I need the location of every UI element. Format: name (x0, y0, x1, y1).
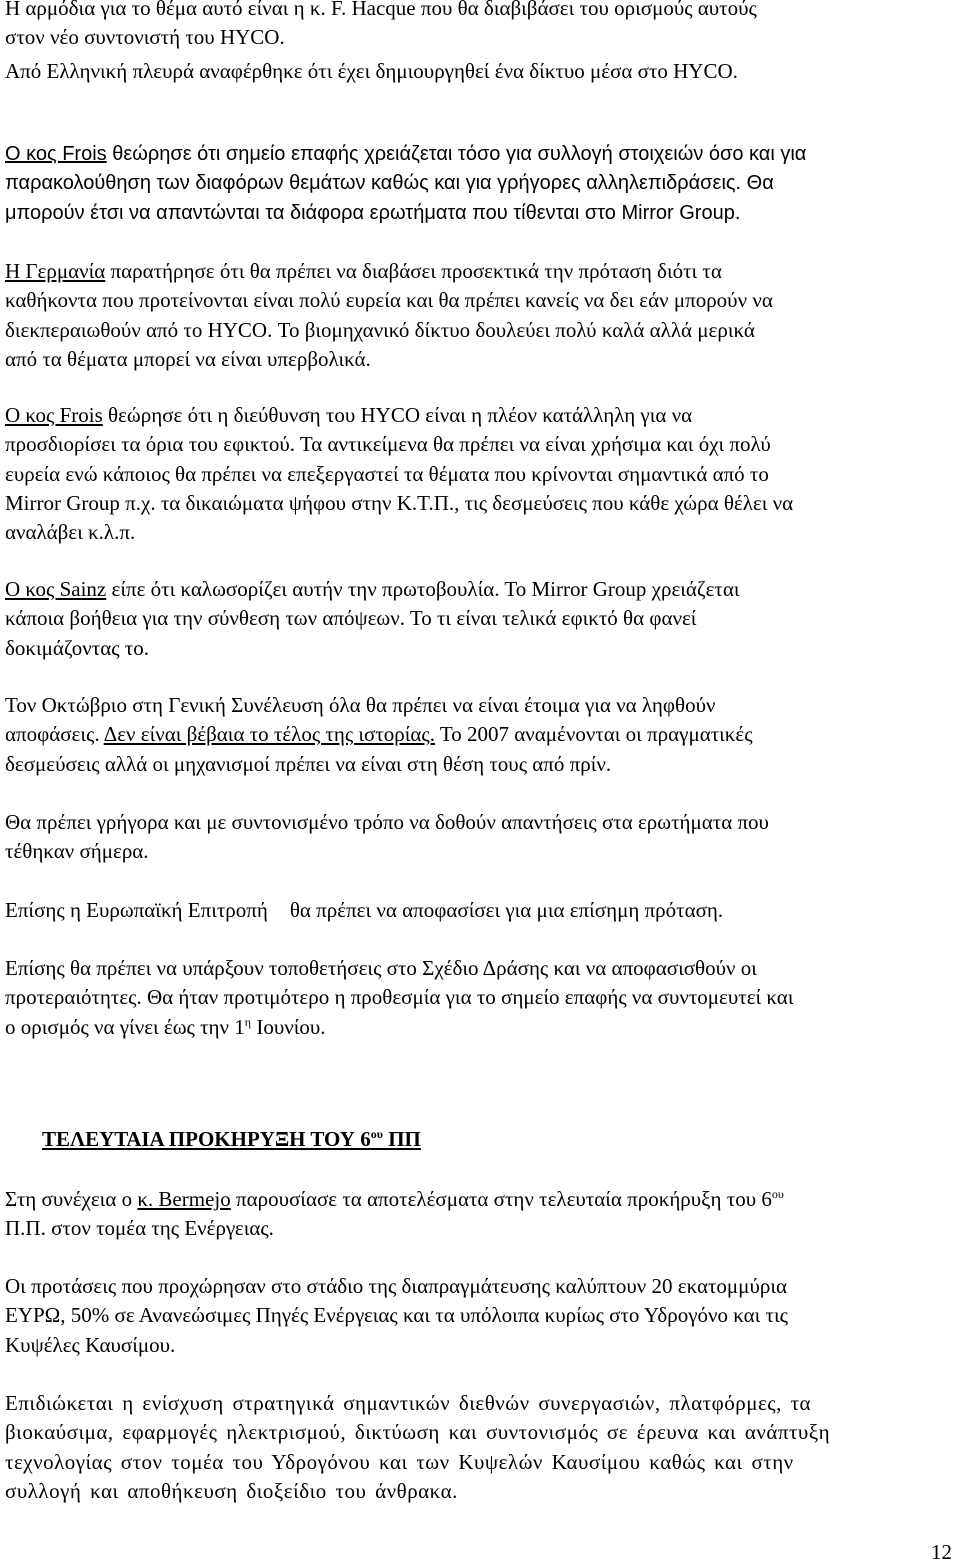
speaker-name: Ο κος Frois (5, 143, 107, 165)
speaker-name: Ο κος Sainz (5, 577, 107, 601)
paragraph-action-plan (5, 954, 955, 1042)
text-line: προτεραιότητες. Θα ήταν προτιμότερο η προθεσμία για το σημείο επαφής να συντομευτεί και (5, 985, 794, 1010)
paragraph-strategy (5, 1389, 955, 1506)
speaker-name: Ο κος Frois (5, 403, 103, 427)
text-line: τεχνολογίας στον τομέα του Υδρογόνου και των Κυψελών Καυσίμου καθώς και στην (5, 1449, 794, 1474)
text-line: Π.Π. στον τομέα της Ενέργειας. (5, 1216, 274, 1241)
text-line: αποφάσεις. Δεν είναι βέβαια το τέλος της ιστορίας. Το 2007 αναμένονται οι πραγματικές (5, 722, 753, 747)
text-line: μπορούν έτσι να απαντώνται τα διάφορα ερωτήματα που τίθενται στο Mirror Group. (5, 201, 741, 224)
text-line: Mirror Group π.χ. τα δικαιώματα ψήφου στην Κ.Τ.Π., τις δεσμεύσεις που κάθε χώρα θέλει να (5, 490, 794, 515)
paragraph-bermejo (5, 1185, 955, 1244)
text-line: Ο κος Frois θεώρησε ότι η διεύθυνση του HYCO είναι η πλέον κατάλληλη για να (5, 403, 693, 427)
text-line: Επίσης θα πρέπει να υπάρξουν τοποθετήσεις στο Σχέδιο Δράσης και να αποφασισθούν οι (5, 956, 757, 980)
paragraph-sainz (5, 575, 955, 663)
text-line: Επιδιώκεται η ενίσχυση στρατηγικά σημαντικών διεθνών συνεργασιών, πλατφόρμες, τα (5, 1391, 812, 1415)
text-line: στον νέο συντονιστή του HYCO. (5, 25, 285, 50)
paragraph-commission (5, 896, 955, 925)
text-line: ευρεία ενώ κάποιος θα πρέπει να επεξεργαστεί τα θέματα που κρίνονται σημαντικά από το (5, 461, 769, 486)
text-line: Επίσης η Ευρωπαϊκή Επιτροπή θα πρέπει να αποφασίσει για μια επίσημη πρόταση. (5, 898, 724, 922)
text-line: καθήκοντα που προτείνονται είναι πολύ ευρεία και θα πρέπει κανείς να δει εάν μπορούν να (5, 288, 773, 313)
text-line: Θα πρέπει γρήγορα και με συντονισμένο τρόπο να δοθούν απαντήσεις στα ερωτήματα που (5, 810, 769, 834)
speaker-name: Η Γερμανία (5, 259, 106, 283)
section-heading: ΤΕΛΕΥΤΑΙΑ ΠΡΟΚΗΡΥΞΗ ΤΟΥ $6^{o\upsilon}$ ΠΠ (42, 1127, 421, 1151)
underlined-sentence: Δεν είναι βέβαια το τέλος της ιστορίας. (103, 722, 436, 747)
text-line: Από Ελληνική πλευρά αναφέρθηκε ότι έχει δημιουργηθεί ένα δίκτυο μέσα στο HYCO. (5, 59, 738, 83)
text-line: κάποια βοήθεια για την σύνθεση των απόψεων. Το τι είναι τελικά εφικτό θα φανεί (5, 606, 697, 631)
text-line: Κυψέλες Καυσίμου. (5, 1332, 176, 1357)
text-line: Η Γερμανία παρατήρησε ότι θα πρέπει να διαβάσει προσεκτικά την πρόταση διότι τα (5, 259, 722, 283)
text-line: δεσμεύσεις αλλά οι μηχανισμοί πρέπει να είναι στη θέση τους από πρίν. (5, 751, 612, 776)
text-line: Η αρμόδια για το θέμα αυτό είναι η κ. F. Hacque που θα διαβιβάσει του ορισμούς αυτούς (5, 0, 757, 20)
text-line: Στη συνέχεια ο κ. Bermejo παρουσίασε τα αποτελέσματα στην τελευταία προκήρυξη του $6^{o\upsilon}$ (5, 1187, 784, 1211)
paragraph-october (5, 691, 955, 779)
text-line: παρακολούθηση των διαφόρων θεμάτων καθώς και για γρήγορες αλληλεπιδράσεις. Θα (5, 172, 774, 195)
text-line: Ο κος Frois θεώρησε ότι σημείο επαφής χρειάζεται τόσο για συλλογή στοιχειών όσο και για (5, 143, 807, 165)
text-line: βιοκαύσιμα, εφαρμογές ηλεκτρισμού, δικτύωση και συντονισμός σε έρευνα και ανάπτυξη (5, 1420, 831, 1445)
text-line: τέθηκαν σήμερα. (5, 839, 149, 864)
paragraph-greek-network (5, 57, 955, 86)
speaker-name: κ. Bermejo (137, 1187, 231, 1211)
text-line: προσδιορίσει τα όρια του εφικτού. Τα αντικείμενα θα πρέπει να είναι χρήσιμα και όχι πολύ (5, 432, 771, 457)
paragraph-frois-2 (5, 401, 955, 547)
text-line: Τον Οκτώβριο στη Γενική Συνέλευση όλα θα πρέπει να είναι έτοιμα για να ληφθούν (5, 693, 716, 717)
text-line: Ο κος Sainz είπε ότι καλωσορίζει αυτήν την πρωτοβουλία. Το Mirror Group χρειάζεται (5, 577, 740, 601)
text-line: Οι προτάσεις που προχώρησαν στο στάδιο της διαπραγμάτευσης καλύπτουν 20 εκατομμύρια (5, 1274, 787, 1298)
paragraph-frois-1 (5, 140, 955, 228)
paragraph-answers (5, 808, 955, 867)
page-number: 12 (931, 1540, 952, 1564)
text-line: ΕΥΡΩ, 50% σε Ανανεώσιμες Πηγές Ενέργειας και τα υπόλοιπα κυρίως στο Υδρογόνο και τις (5, 1303, 788, 1328)
paragraph-hacque (5, 0, 955, 53)
text-line: αναλάβει κ.λ.π. (5, 520, 136, 545)
text-line: από τα θέματα μπορεί να είναι υπερβολικά. (5, 346, 371, 371)
text-line: συλλογή και αποθήκευση διοξείδιο του άνθρακα. (5, 1478, 458, 1503)
text-line: δοκιμάζοντας το. (5, 635, 149, 660)
paragraph-proposals (5, 1272, 955, 1360)
paragraph-germany (5, 257, 955, 374)
text-line: ο ορισμός να γίνει έως την $1^\eta$ Ιουνίου. (5, 1014, 326, 1039)
text-line: διεκπεραιωθούν από το HYCO. Το βιομηχανικό δίκτυο δουλεύει πολύ καλά αλλά μερικά (5, 317, 755, 342)
